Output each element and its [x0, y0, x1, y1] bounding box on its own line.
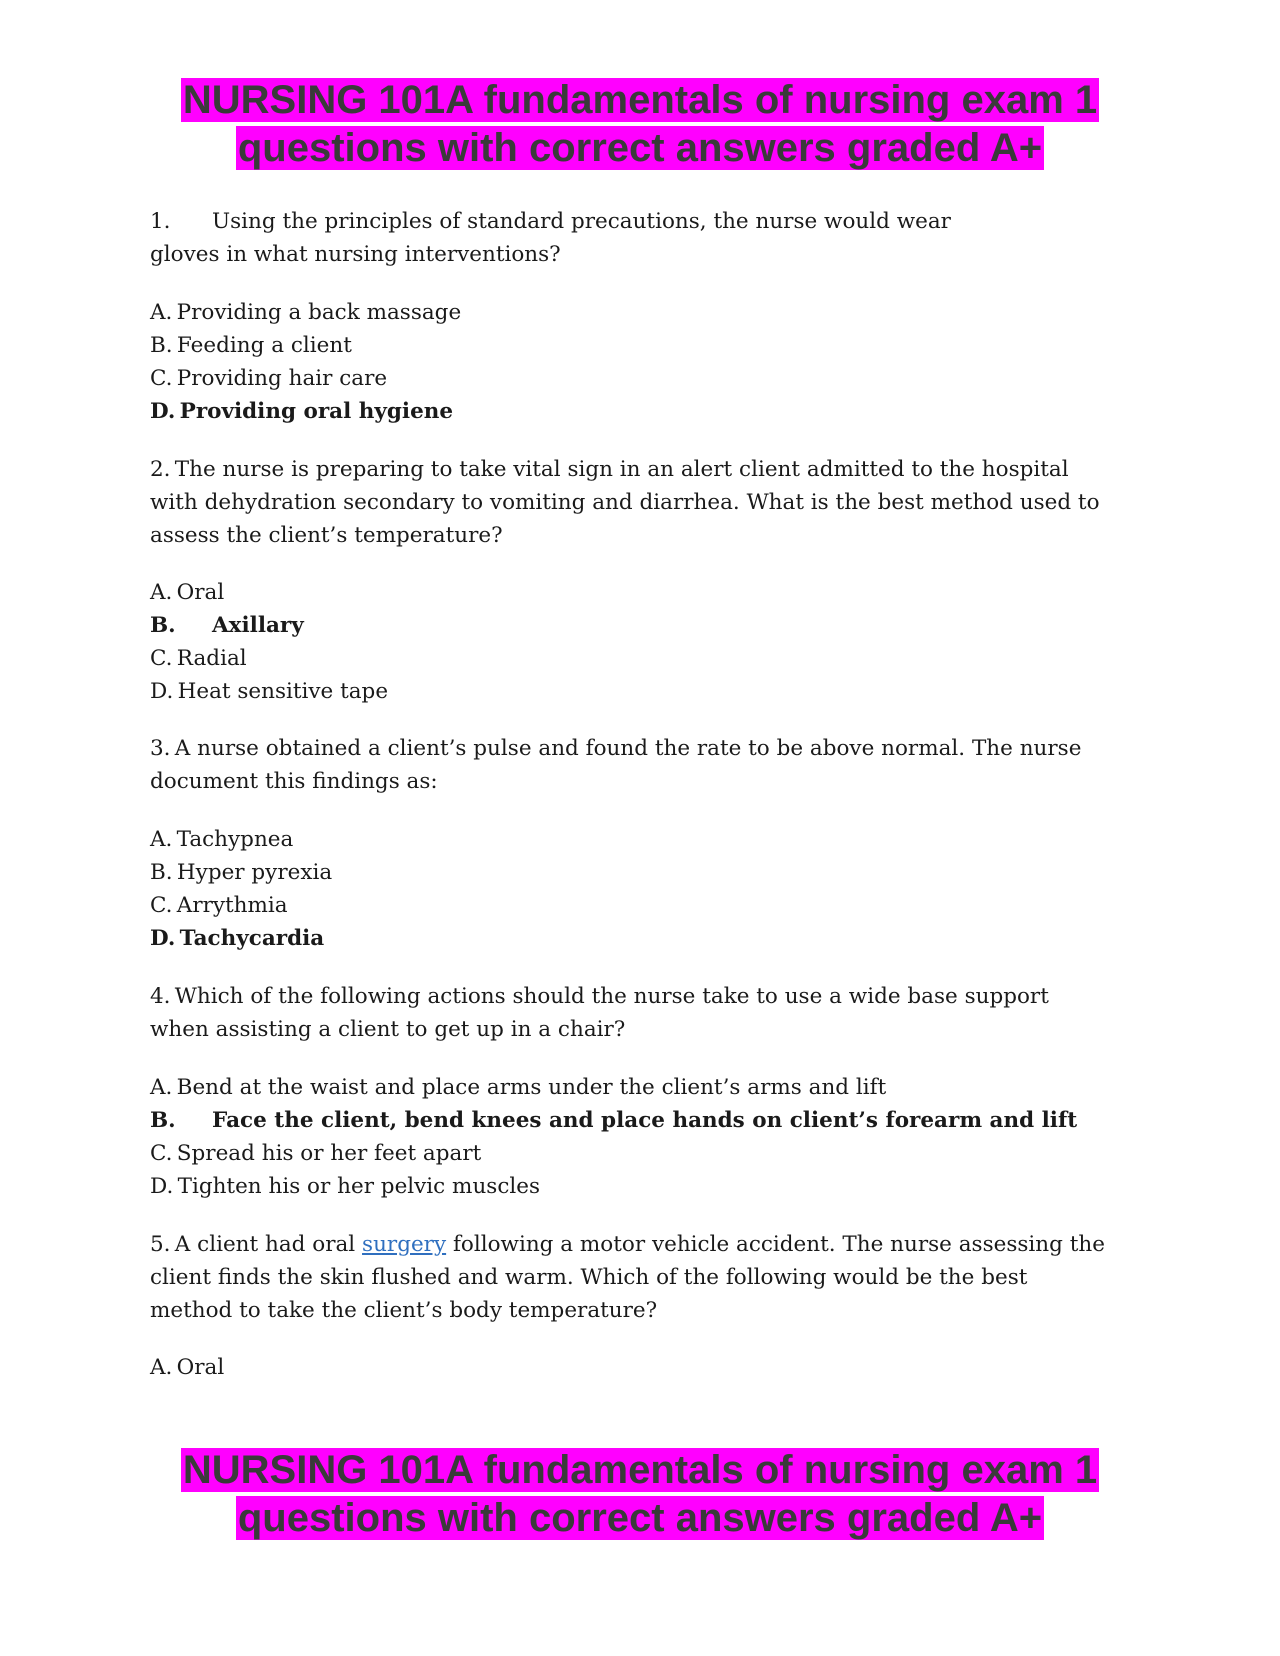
question-5-stem-line-2: client finds the skin flushed and warm. Which of the following would be the best — [150, 1265, 1028, 1290]
option-c: C. Arrythmia — [150, 893, 288, 918]
option-a: A. Providing a back massage — [150, 300, 462, 325]
option-a: A. Oral — [150, 1355, 225, 1380]
question-4 — [150, 980, 1140, 1046]
question-1-options — [150, 296, 1140, 428]
option-a: A. Bend at the waist and place arms under the client’s arms and lift — [150, 1075, 887, 1100]
question-1-number: 1. — [150, 209, 171, 234]
footer-title-line-2: questions with correct answers graded A+ — [237, 1496, 1043, 1540]
question-5-stem-line-1: 5. A client had oral surgery following a motor vehicle accident. The nurse assessing the — [150, 1232, 1105, 1257]
question-4-options — [150, 1071, 1140, 1203]
option-d-correct-answer: D. Providing oral hygiene — [150, 399, 454, 424]
option-c: C. Radial — [150, 646, 247, 671]
title-line-2: questions with correct answers graded A+ — [237, 126, 1043, 170]
option-c: C. Providing hair care — [150, 366, 388, 391]
option-a: A. Tachypnea — [150, 827, 294, 852]
option-b: B. Hyper pyrexia — [150, 860, 333, 885]
question-3-stem-line-2: document this findings as: — [150, 769, 438, 794]
question-2-stem-line-2: with dehydration secondary to vomiting and diarrhea. What is the best method used to — [150, 490, 1100, 515]
option-b-correct-answer: B. Face the client, bend knees and place hands on client’s forearm and lift — [150, 1108, 1078, 1133]
option-d: D. Heat sensitive tape — [150, 679, 389, 704]
question-3 — [150, 732, 1140, 798]
question-2 — [150, 453, 1140, 552]
question-2-options — [150, 576, 1140, 708]
question-1 — [150, 205, 1140, 271]
option-b-correct-answer: B. Axillary — [150, 613, 304, 638]
option-d-correct-answer: D. Tachycardia — [150, 926, 325, 951]
question-2-stem-line-1: 2. The nurse is preparing to take vital sign in an alert client admitted to the hospital — [150, 457, 1069, 482]
surgery-link[interactable]: surgery — [362, 1232, 447, 1257]
question-5-options — [150, 1351, 1140, 1384]
title-line-1: NURSING 101A fundamentals of nursing exam 1 — [182, 78, 1098, 122]
question-3-stem-line-1: 3. A nurse obtained a client’s pulse and found the rate to be above normal. The nurse — [150, 736, 1082, 761]
question-2-stem-line-3: assess the client’s temperature? — [150, 523, 503, 548]
option-a: A. Oral — [150, 580, 225, 605]
option-d: D. Tighten his or her pelvic muscles — [150, 1174, 541, 1199]
document-footer-title — [150, 1446, 1130, 1542]
question-3-options — [150, 823, 1140, 955]
footer-title-line-1: NURSING 101A fundamentals of nursing exam 1 — [182, 1448, 1098, 1492]
question-4-stem-line-1: 4. Which of the following actions should the nurse take to use a wide base support — [150, 984, 1049, 1009]
question-1-stem-line-2: gloves in what nursing interventions? — [150, 242, 561, 267]
question-4-stem-line-2: when assisting a client to get up in a chair? — [150, 1017, 626, 1042]
option-c: C. Spread his or her feet apart — [150, 1141, 482, 1166]
document-title — [150, 76, 1130, 172]
question-5-stem-line-3: method to take the client’s body temperature? — [150, 1298, 658, 1323]
question-1-stem-line-1: 1. Using the principles of standard precautions, the nurse would wear — [150, 205, 1140, 238]
option-b: B. Feeding a client — [150, 333, 352, 358]
question-5 — [150, 1228, 1140, 1327]
